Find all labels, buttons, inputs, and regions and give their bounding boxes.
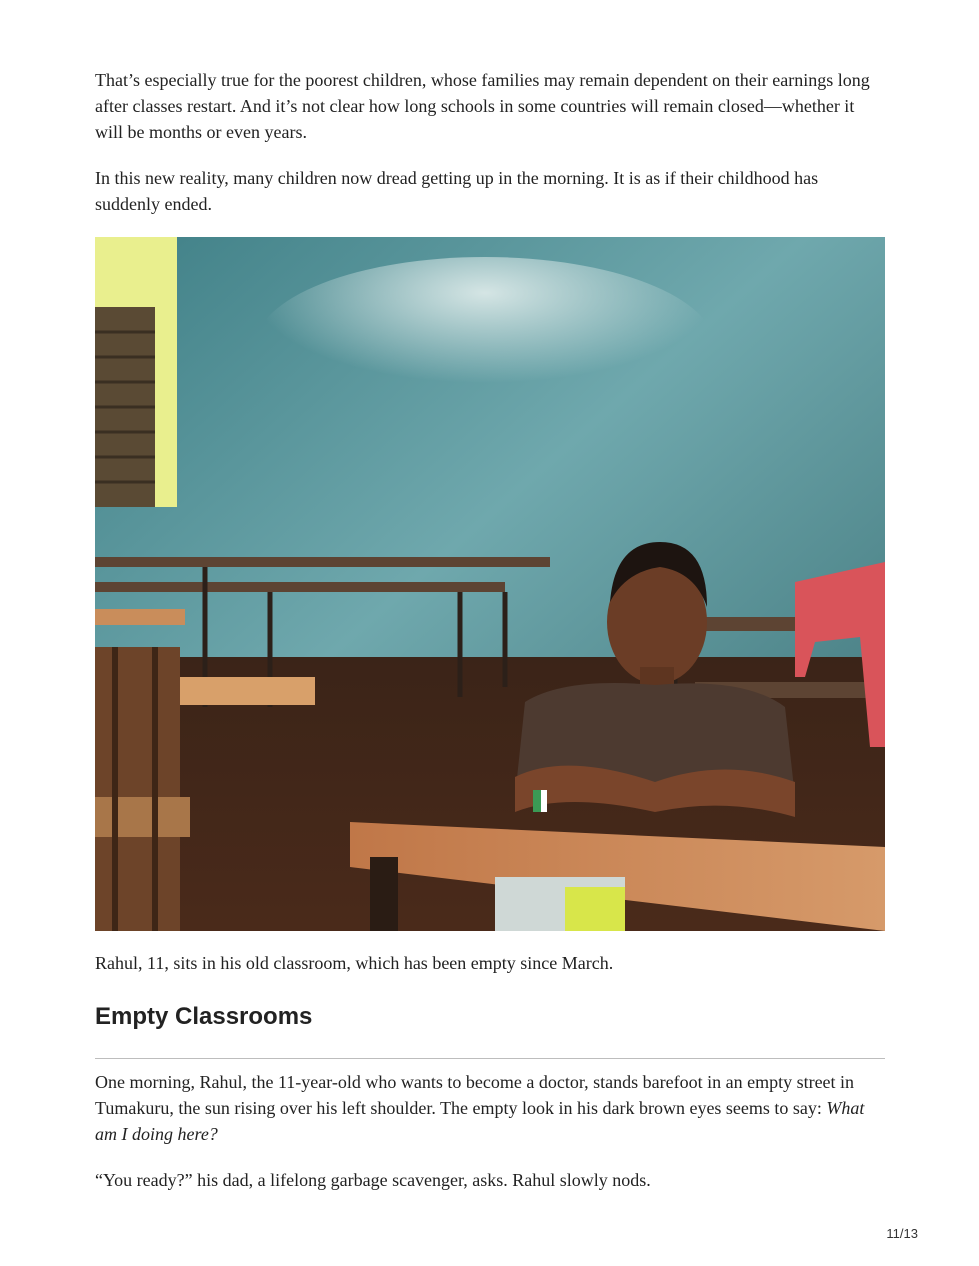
section-divider (95, 1058, 885, 1059)
photo-caption: Rahul, 11, sits in his old classroom, which has been empty since March. (95, 953, 614, 973)
paragraph (95, 1069, 885, 1147)
paragraph: That’s especially true for the poorest children, whose families may remain dependent on their earnings long after classes restart. And it’s not clear how long schools in some countries will remain closed—whether it will be months or even years. (95, 70, 870, 142)
paragraph-text: One morning, Rahul, the 11-year-old who wants to become a doctor, stands barefoot in an empty street in Tumakuru, the sun rising over his left shoulder. The empty look in his dark brown eyes seems to say: (95, 1072, 855, 1118)
paragraph-italic-text: What am I doing here? (95, 1098, 865, 1144)
paragraph: In this new reality, many children now dread getting up in the morning. It is as if their childhood has suddenly ended. (95, 168, 819, 214)
paragraph: “You ready?” his dad, a lifelong garbage scavenger, asks. Rahul slowly nods. (95, 1170, 651, 1190)
page-number: 11/13 (886, 1226, 918, 1241)
classroom-photo (95, 237, 885, 931)
section-heading: Empty Classrooms (95, 1003, 313, 1030)
